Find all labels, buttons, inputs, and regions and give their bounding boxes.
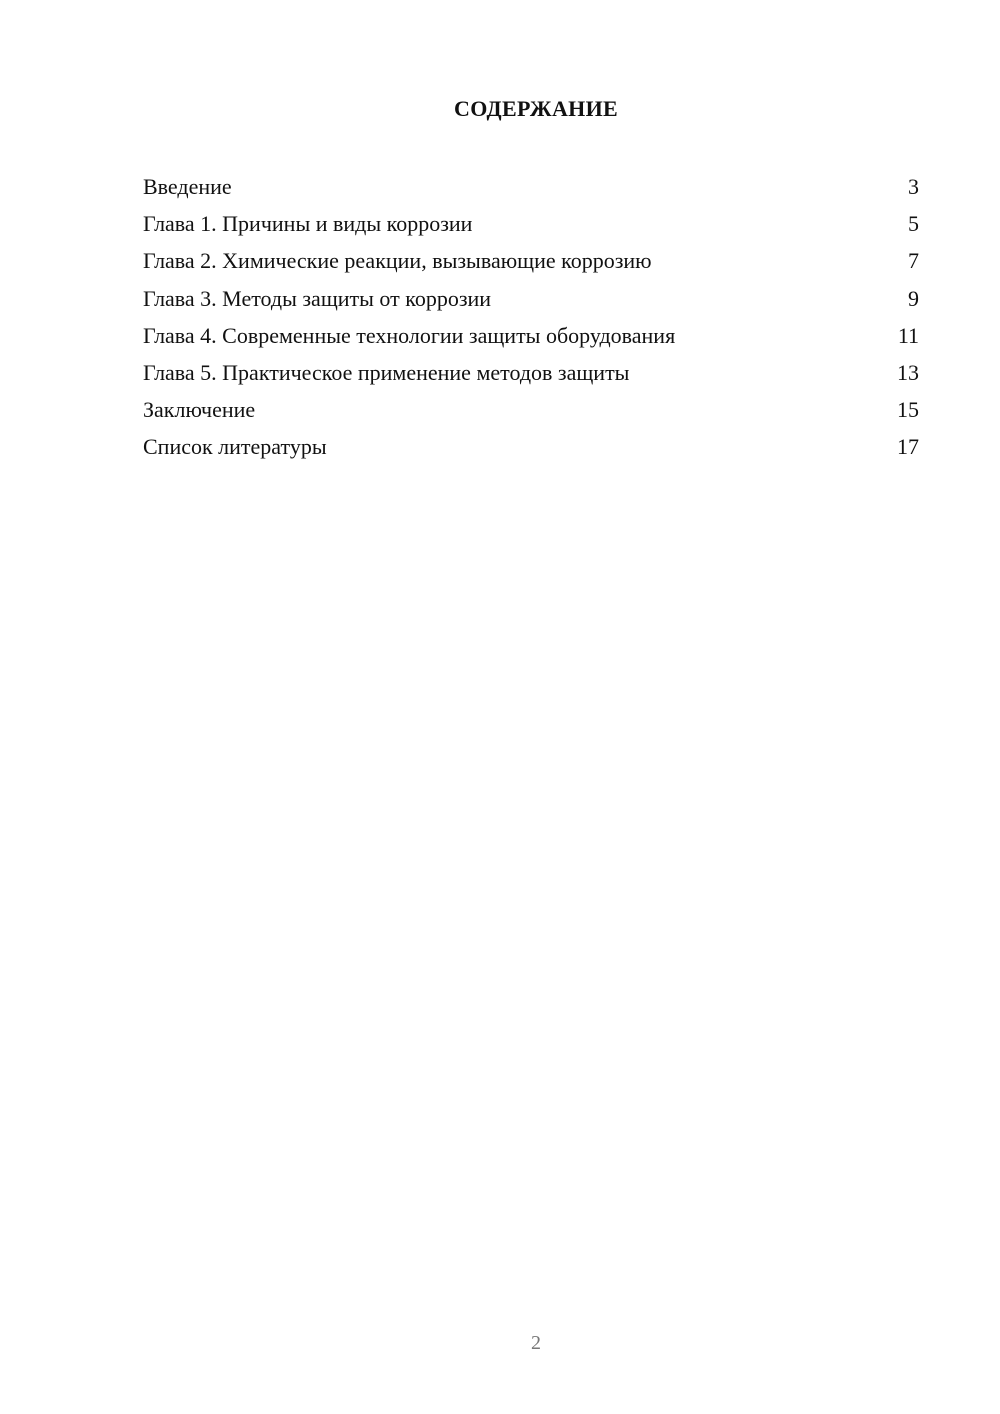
toc-item-references	[143, 428, 919, 465]
toc-item-page: 17	[897, 434, 919, 460]
table-of-contents	[143, 168, 919, 466]
toc-item-page: 3	[908, 174, 919, 199]
toc-item-page: 5	[908, 211, 919, 237]
toc-item-chapter-3	[143, 280, 919, 317]
toc-item-page: 11	[897, 322, 919, 348]
page-title: СОДЕРЖАНИЕ	[454, 96, 618, 121]
toc-item-page: 7	[908, 248, 919, 274]
toc-item-label: Глава 3. Методы защиты от коррозии	[143, 285, 492, 311]
toc-item-label: Введение	[143, 174, 232, 199]
toc-item-label: Список литературы	[143, 434, 327, 460]
toc-item-label: Глава 2. Химические реакции, вызывающие коррозию	[143, 248, 652, 274]
toc-item-chapter-5	[143, 354, 919, 391]
toc-item-chapter-2	[143, 242, 919, 279]
toc-item-label: Заключение	[143, 397, 256, 423]
toc-item-conclusion	[143, 391, 919, 428]
toc-item-page: 13	[897, 359, 919, 385]
toc-item-page: 9	[908, 285, 919, 311]
toc-item-label: Глава 5. Практическое применение методов защиты	[143, 359, 630, 385]
toc-item-label: Глава 1. Причины и виды коррозии	[143, 211, 473, 237]
toc-item-introduction	[143, 168, 919, 205]
toc-item-label: Глава 4. Современные технологии защиты оборудования	[143, 322, 676, 348]
toc-item-page: 15	[897, 397, 919, 423]
page-number: 2	[531, 1332, 541, 1354]
toc-item-chapter-4	[143, 317, 919, 354]
toc-item-chapter-1	[143, 205, 919, 242]
